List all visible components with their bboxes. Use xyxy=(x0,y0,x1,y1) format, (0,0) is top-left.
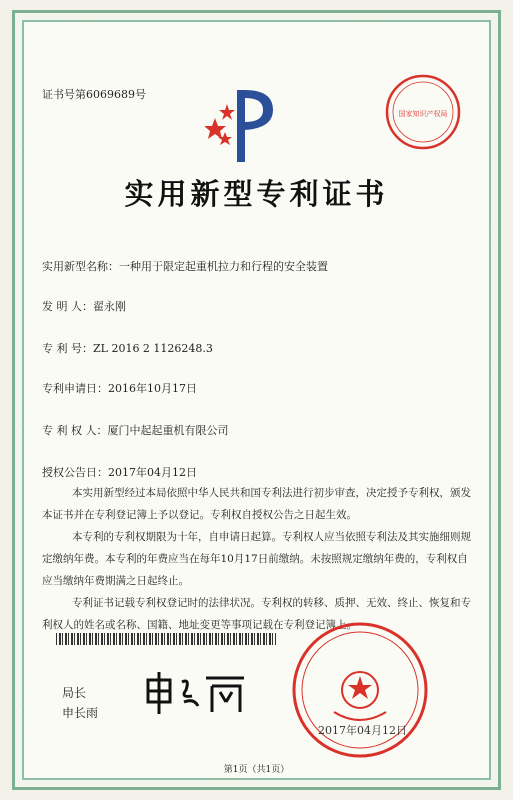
certificate-number: 证书号第6069689号 xyxy=(42,88,146,101)
patentee-field xyxy=(42,422,229,438)
utility-model-name-field xyxy=(42,258,328,274)
field-label: 专利申请日： xyxy=(42,382,108,395)
field-label: 专 利 号： xyxy=(42,342,93,355)
field-value: 2016年10月17日 xyxy=(108,382,197,395)
field-value: 翟永刚 xyxy=(93,300,126,313)
patent-number-field xyxy=(42,340,213,356)
issue-date: 2017年04月12日 xyxy=(318,724,407,737)
barcode xyxy=(56,633,276,645)
certificate-title: 实用新型专利证书 xyxy=(124,177,389,211)
national-ip-office-seal xyxy=(290,620,430,760)
field-value: 2017年04月12日 xyxy=(108,466,197,479)
page-number: 第1页（共1页） xyxy=(223,765,290,775)
svg-text:国家知识产权局: 国家知识产权局 xyxy=(398,110,448,118)
field-value: 一种用于限定起重机拉力和行程的安全装置 xyxy=(119,260,328,273)
director-title: 局长 xyxy=(62,686,87,700)
director-signature xyxy=(140,668,250,718)
body-paragraph: 本实用新型经过本局依照中华人民共和国专利法进行初步审查，决定授予专利权，颁发本证书并在专利登记簿上予以登记。专利权自授权公告之日起生效。 xyxy=(42,487,471,521)
patent-office-logo-icon xyxy=(205,80,285,170)
field-value: ZL 2016 2 1126248.3 xyxy=(93,342,213,355)
body-paragraph: 本专利的专利权期限为十年，自申请日起算。专利权人应当依照专利法及其实施细则规定缴纳年费。本专利的年费应当在每年10月17日前缴纳。未按照规定缴纳年费的，专利权自应当缴纳年费期满之日起终止。 xyxy=(42,531,471,587)
certificate-body xyxy=(42,482,472,636)
field-label: 实用新型名称： xyxy=(42,260,119,273)
field-label: 发 明 人： xyxy=(42,300,93,313)
grant-announcement-date-field xyxy=(42,464,197,480)
field-label: 授权公告日： xyxy=(42,466,108,479)
body-paragraph: 专利证书记载专利权登记时的法律状况。专利权的转移、质押、无效、终止、恢复和专利权人的姓名或名称、国籍、地址变更等事项记载在专利登记簿上。 xyxy=(42,597,471,631)
field-value: 厦门中起起重机有限公司 xyxy=(107,424,229,437)
director-name: 申长雨 xyxy=(62,706,99,720)
field-label: 专 利 权 人： xyxy=(42,424,108,437)
small-red-seal xyxy=(383,72,463,152)
application-date-field xyxy=(42,380,197,396)
inventor-field xyxy=(42,298,126,314)
